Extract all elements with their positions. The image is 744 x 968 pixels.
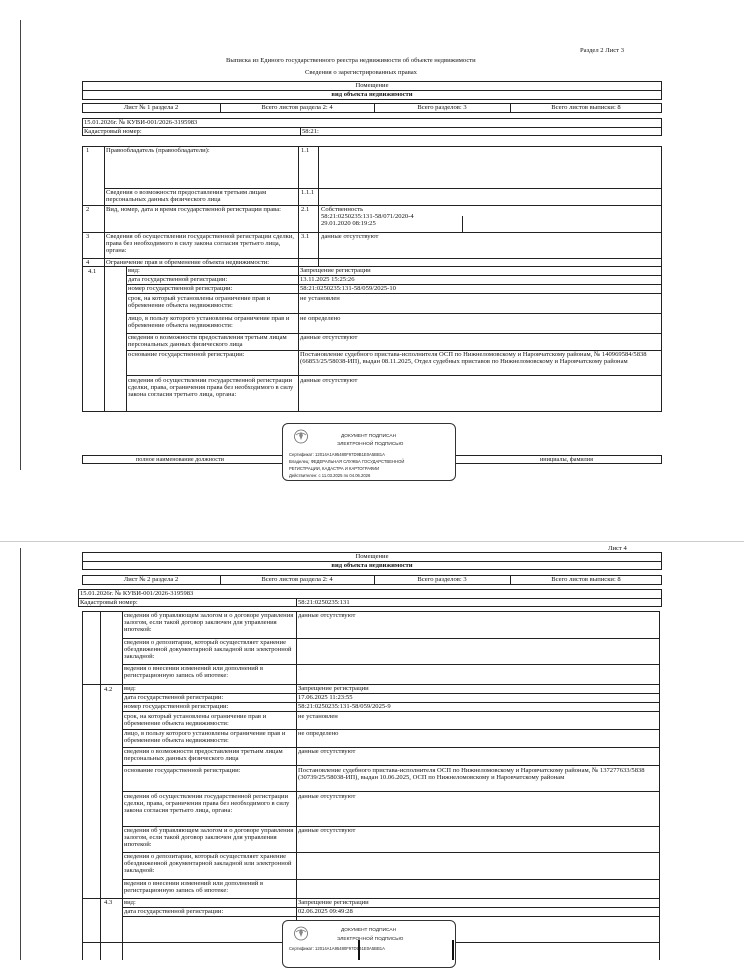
- stamp-valid: Действителен: с 11.03.2025 по 04.06.2026: [289, 473, 371, 478]
- row-1-label: Правообладатель (правообладатели):: [106, 147, 210, 154]
- total-sections-2: Всего разделов: 3: [417, 576, 467, 583]
- stamp-line-1: ДОКУМЕНТ ПОДПИСАН: [341, 434, 397, 439]
- r42-val-3: не установлен: [298, 713, 338, 720]
- r41-key-3: срок, на который установлены ограничение прав и обременение объекта недвижимости:: [128, 295, 271, 310]
- r41-key-7: сведения об осуществлении государственной регистрации сделки, права, ограничения права без необходимого в силу закона согласия третьего лица, органа:: [128, 377, 294, 399]
- stamp-cert: Сертификат: 12014A1A95480F97D9B1E0A5BB1A: [289, 452, 385, 457]
- doc-number: 15.01.2026г. № КУВИ-001/2026-3195983: [84, 119, 198, 126]
- row-2-value: Собственность 58:21:0250235:131-58/071/2020-4 29.01.2020 08:19:25: [321, 206, 414, 228]
- r42-key-2: номер государственной регистрации:: [124, 703, 229, 710]
- row-3-label: Сведения об осуществлении государственной регистрации сделки, права без необходимого в силу закона согласия третьего лица, органа:: [106, 233, 295, 255]
- r42-key-1: дата государственной регистрации:: [124, 694, 224, 701]
- footer-name: инициалы, фамилия: [540, 456, 593, 463]
- sheet-number-2: Лист № 2 раздела 2: [123, 576, 179, 583]
- stamp2-line-2: ЭЛЕКТРОННОЙ ПОДПИСЬЮ: [337, 937, 404, 942]
- row-1b-label: Сведения о возможности предоставления третьим лицам персональных данных физического лица: [106, 189, 267, 204]
- page-2-left-border: [20, 548, 21, 960]
- e-signature-stamp: [282, 423, 456, 481]
- emblem-icon-2: [293, 926, 309, 946]
- r41-val-2: 58:21:0250235:131-58/059/2025-10: [300, 285, 396, 292]
- r41-val-3: не установлен: [300, 295, 340, 302]
- r41-key-4: лицо, в пользу которого установлены ограничение прав и обременение объекта недвижимости:: [128, 315, 290, 330]
- stamp2-cert: Сертификат: 12014A1A95480F97D9B1E0A5BB1A: [289, 946, 385, 951]
- r41-val-1: 13.11.2025 15:25:26: [300, 276, 355, 283]
- cadastral-label-2: Кадастровый номер:: [80, 599, 138, 606]
- r41-key-1: дата государственной регистрации:: [128, 276, 228, 283]
- stamp2-line-1: ДОКУМЕНТ ПОДПИСАН: [341, 928, 397, 933]
- r42-key-8: сведения об управляющем залогом и о договоре управления залогом, если такой договор заключен для управления ипотекой:: [124, 827, 294, 849]
- row-1-number: 1: [86, 147, 90, 154]
- stamp-line-2: ЭЛЕКТРОННОЙ ПОДПИСЬЮ: [337, 442, 404, 447]
- stamp-owner: Владелец: ФЕДЕРАЛЬНАЯ СЛУЖБА ГОСУДАРСТВЕННОЙ: [289, 459, 405, 464]
- r41-key-0: вид:: [128, 267, 140, 274]
- r42-val-1: 17.06.2025 11:23:55: [298, 694, 353, 701]
- emblem-icon: [293, 429, 309, 449]
- doc-number-2: 15.01.2026г. № КУВИ-001/2026-3195983: [80, 590, 194, 597]
- row-3-sub: 3.1: [301, 233, 310, 240]
- cadastral-value: 58:21:: [302, 128, 319, 135]
- page-2-top-edge: [0, 541, 744, 542]
- section-sheet-label: Раздел 2 Лист 3: [580, 47, 624, 54]
- sheet-number: Лист № 1 раздела 2: [123, 104, 179, 111]
- row-1-sub: 1.1: [301, 147, 310, 154]
- r42-key-0: вид:: [124, 685, 136, 692]
- total-section-sheets-2: Всего листов раздела 2: 4: [261, 576, 333, 583]
- total-sections: Всего разделов: 3: [417, 104, 467, 111]
- document-subtitle: Сведения о зарегистрированных правах: [305, 69, 417, 76]
- r42-key-4: лицо, в пользу которого установлены ограничение прав и обременение объекта недвижимости:: [124, 730, 286, 745]
- binding-mark-right: [452, 940, 454, 960]
- r42-key-7: сведения об осуществлении государственной регистрации сделки, права, ограничения права без необходимого в силу закона согласия третьего лица, органа:: [124, 793, 290, 815]
- r42-val-4: не определено: [298, 730, 339, 737]
- row-4-label: Ограничение прав и обременение объекта недвижимости:: [106, 259, 270, 266]
- r43-key-0: вид:: [124, 899, 136, 906]
- document-title: Выписка из Единого государственного реестра недвижимости об объекте недвижимости: [226, 57, 476, 64]
- r42-key-3: срок, на который установлены ограничение прав и обременение объекта недвижимости:: [124, 713, 267, 728]
- r42-val-7: данные отсутствуют: [298, 793, 356, 800]
- r42-key-9: сведения о депозитарии, который осуществляет хранение обездвиженной документарной закладной или электронной закладной:: [124, 853, 292, 875]
- r42-key-6: основание государственной регистрации:: [124, 767, 241, 774]
- row-2-number: 2: [86, 206, 90, 213]
- total-section-sheets: Всего листов раздела 2: 4: [261, 104, 333, 111]
- page-left-border: [20, 20, 21, 470]
- row-4-3-number: 4.3: [104, 899, 113, 906]
- total-extract-sheets-2: Всего листов выписки: 8: [551, 576, 621, 583]
- cont-key-2: ведения о внесении изменений или дополнений в регистрационную запись об ипотеке:: [124, 665, 264, 680]
- r42-val-8: данные отсутствуют: [298, 827, 356, 834]
- cont-key-0: сведения об управляющем залогом и о договоре управления залогом, если такой договор заключен для управления ипотекой:: [124, 612, 294, 634]
- row-2-label: Вид, номер, дата и время государственной регистрации права:: [106, 206, 281, 213]
- r43-val-0: Запрещение регистрации: [298, 899, 369, 906]
- object-type: Помещение: [355, 82, 389, 89]
- r42-key-10: ведения о внесении изменений или дополнений в регистрационную запись об ипотеке:: [124, 880, 264, 895]
- cadastral-label: Кадастровый номер:: [84, 128, 142, 135]
- row-3-number: 3: [86, 233, 90, 240]
- r41-val-7: данные отсутствуют: [300, 377, 358, 384]
- total-extract-sheets: Всего листов выписки: 8: [551, 104, 621, 111]
- r42-key-5: сведения о возможности предоставления третьим лицам персональных данных физического лица: [124, 748, 283, 763]
- r41-key-2: номер государственной регистрации:: [128, 285, 233, 292]
- cadastral-value-2: 58:21:0250235:131: [298, 599, 350, 606]
- r41-val-6: Постановление судебного пристава-исполнителя ОСП по Нижнеломовскому и Наровчатскому районам, № 140969584/5838 (66853/25/58038-ИП), выдан 08.11.2025, Отдел судебных приставов по Нижнеломовскому и Наровчатскому районам: [300, 351, 647, 366]
- stamp-owner-2: РЕГИСТРАЦИИ, КАДАСТРА И КАРТОГРАФИИ: [289, 466, 380, 471]
- object-type-caption: вид объекта недвижимости: [331, 91, 413, 98]
- object-type-caption-2: вид объекта недвижимости: [331, 562, 413, 569]
- cont-key-1: сведения о депозитарии, который осуществляет хранение обездвиженной документарной закладной или электронной закладной:: [124, 639, 292, 661]
- r42-val-2: 58:21:0250235:131-58/059/2025-9: [298, 703, 391, 710]
- r42-val-6: Постановление судебного пристава-исполнителя ОСП по Нижнеломовскому и Наровчатскому районам, № 137277633/5838 (30739/25/58038-ИП), выдан 10.06.2025, ОСП по Нижнеломовскому и Наровчатскому районам: [298, 767, 645, 782]
- object-type-2: Помещение: [355, 553, 389, 560]
- r43-val-1: 02.06.2025 09:49:28: [298, 908, 353, 915]
- sheet-label-4: Лист 4: [608, 545, 627, 552]
- row-4-1-number: 4.1: [88, 268, 97, 275]
- r41-val-5: данные отсутствуют: [300, 334, 358, 341]
- r42-val-5: данные отсутствуют: [298, 748, 356, 755]
- row-2-sub: 2.1: [301, 206, 310, 213]
- r42-val-0: Запрещение регистрации: [298, 685, 369, 692]
- binding-mark-left: [358, 940, 360, 960]
- r43-key-1: дата государственной регистрации:: [124, 908, 224, 915]
- cont-val-0: данные отсутствуют: [298, 612, 356, 619]
- r41-val-4: не определено: [300, 315, 341, 322]
- r41-val-0: Запрещение регистрации: [300, 267, 371, 274]
- row-1b-sub: 1.1.1: [301, 189, 315, 196]
- e-signature-stamp-2: [282, 920, 456, 968]
- footer-position: полное наименование должности: [136, 456, 224, 463]
- row-4-number: 4: [86, 259, 90, 266]
- r41-key-5: сведения о возможности предоставления третьим лицам персональных данных физического лица: [128, 334, 287, 349]
- row-4-2-number: 4.2: [104, 686, 113, 693]
- r41-key-6: основание государственной регистрации:: [128, 351, 245, 358]
- row-3-value: данные отсутствуют: [321, 233, 379, 240]
